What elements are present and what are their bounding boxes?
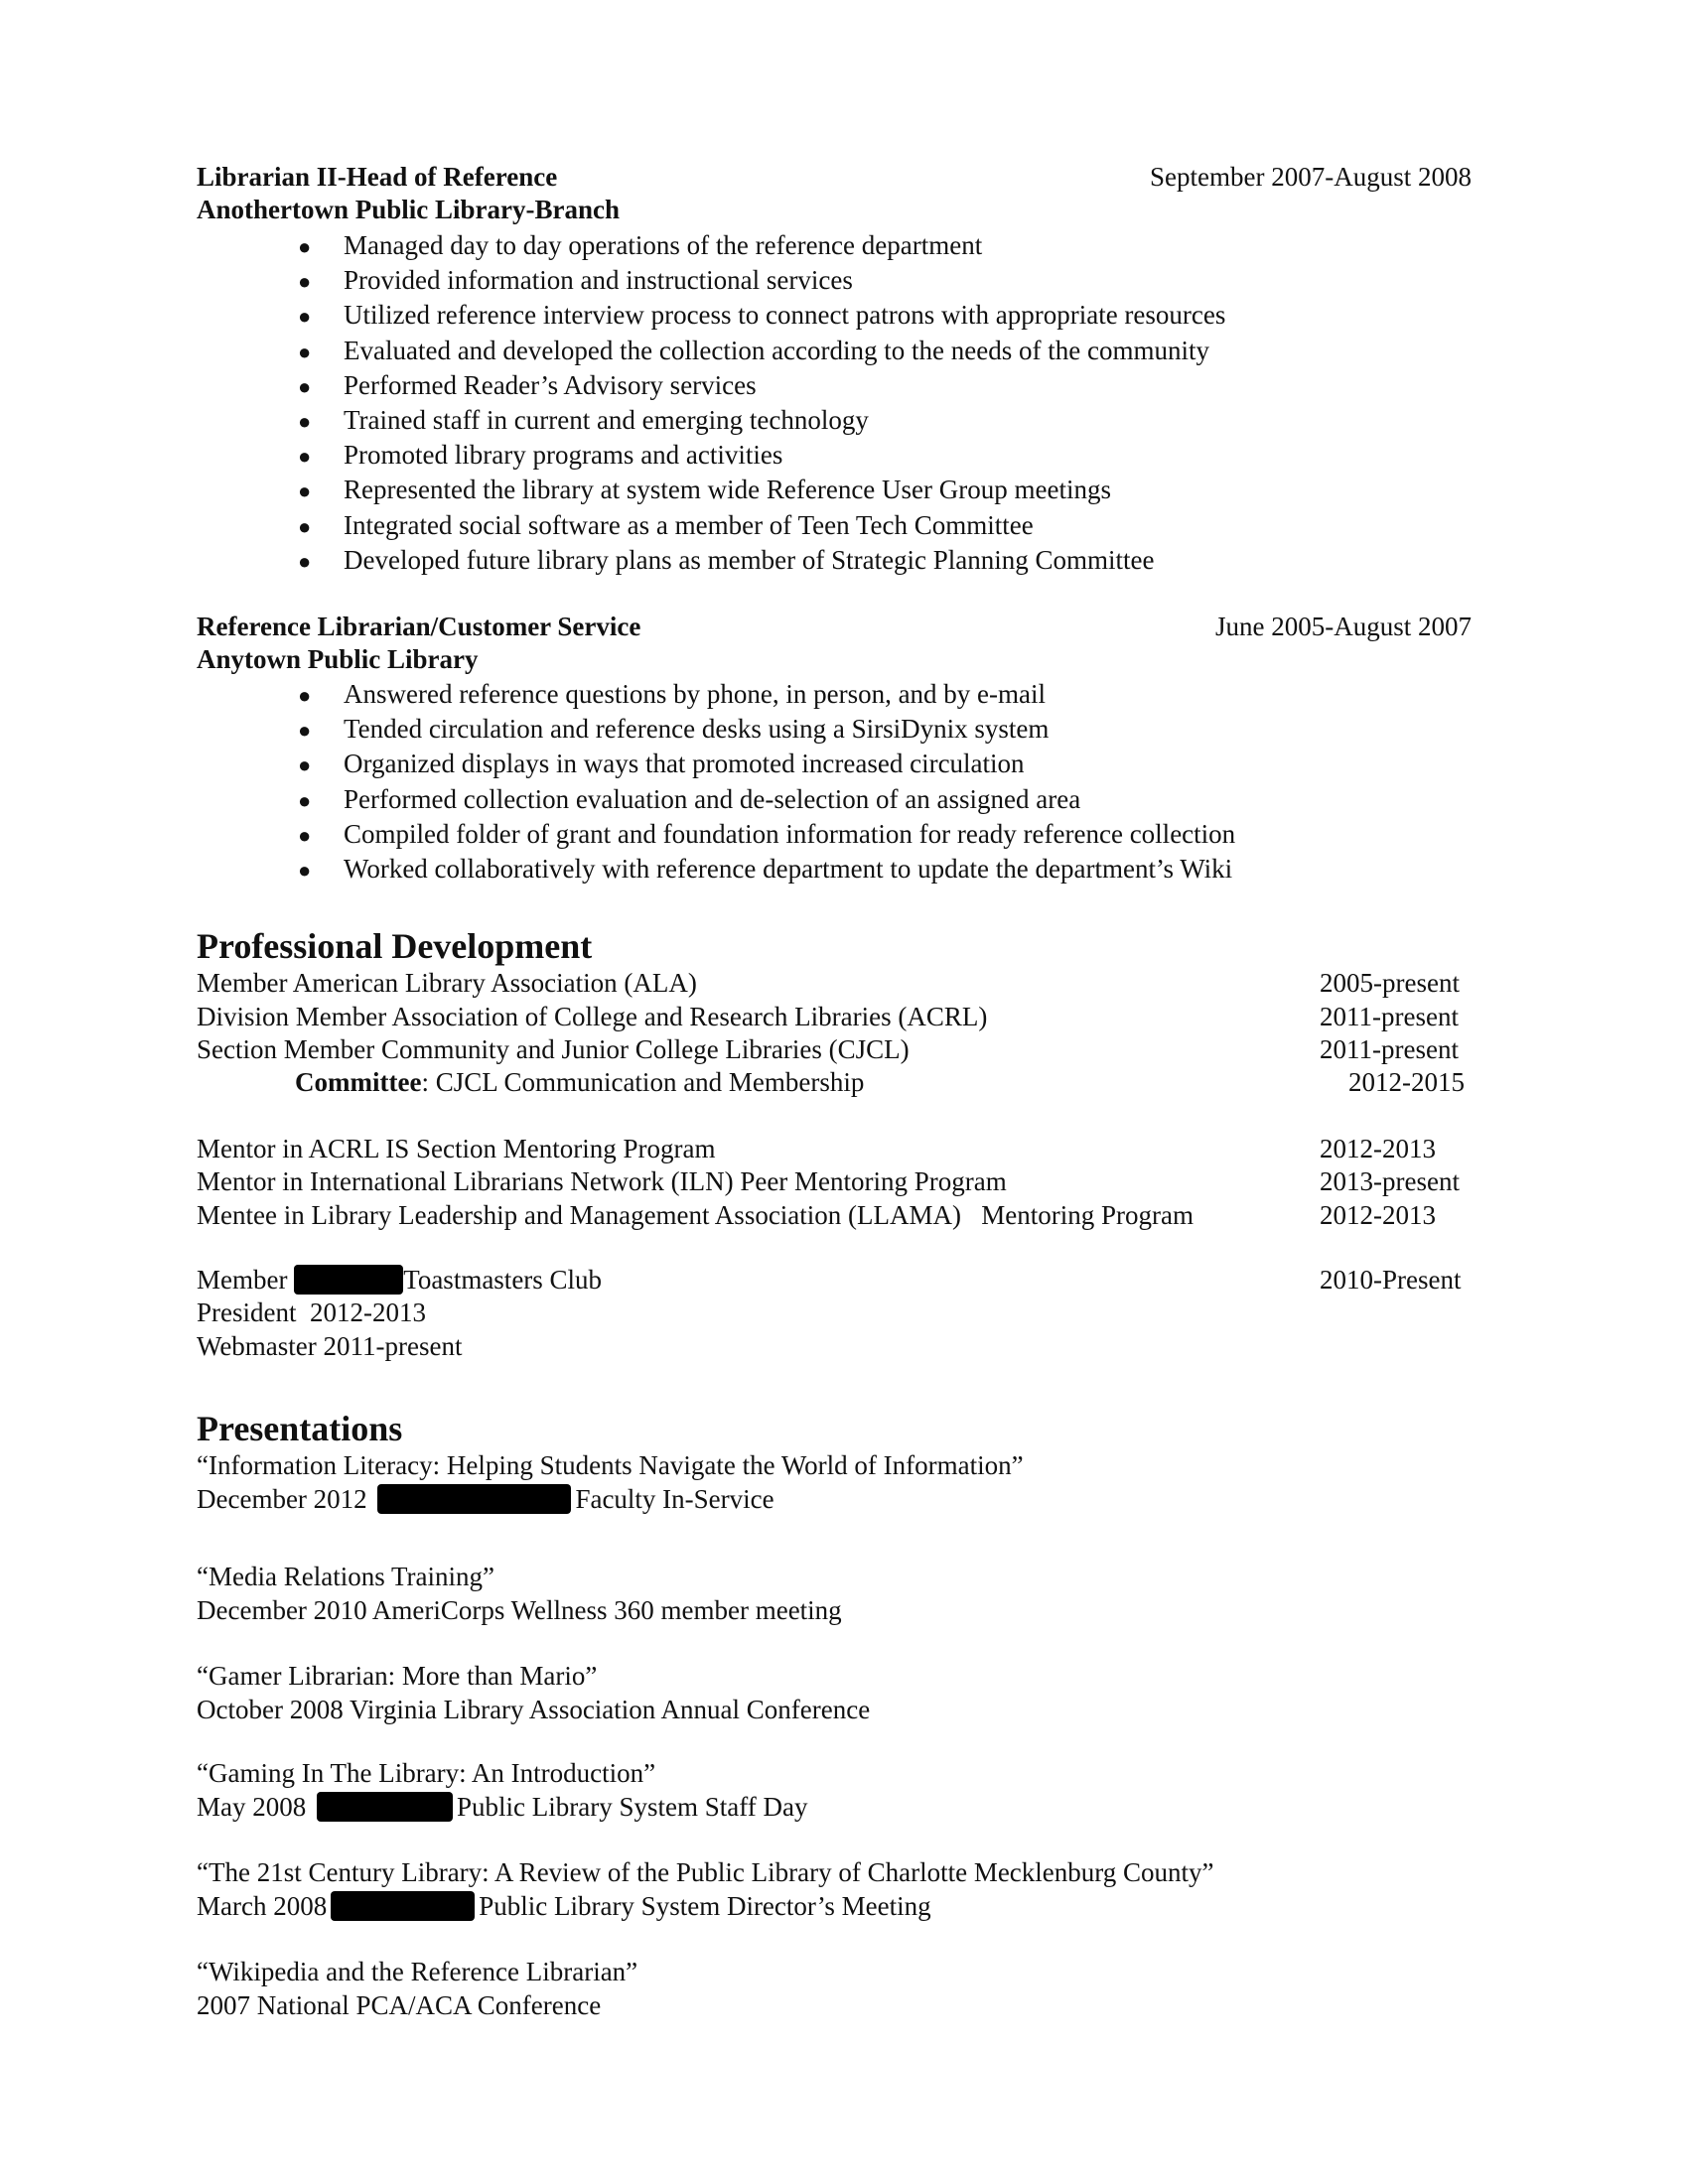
venue-text: October 2008 Virginia Library Association Annual Conference xyxy=(197,1695,871,1724)
venue-text: December 2010 AmeriCorps Wellness 360 member meeting xyxy=(197,1595,842,1625)
membership-dates: 2011-present xyxy=(1320,1002,1459,1031)
presentation-venue xyxy=(197,1790,807,1824)
bullet-item xyxy=(298,543,1155,577)
bullet-text: Integrated social software as a member of Teen Tech Committee xyxy=(344,509,1034,540)
bullet-icon: ● xyxy=(298,478,312,504)
bullet-item xyxy=(298,263,853,297)
bullet-icon: ● xyxy=(298,339,312,364)
bullet-item xyxy=(298,677,1046,711)
job-employer: Anothertown Public Library-Branch xyxy=(197,195,621,224)
bullet-item xyxy=(298,334,1209,367)
redaction xyxy=(294,1265,403,1295)
bullet-item xyxy=(298,403,869,437)
bullet-icon: ● xyxy=(298,858,312,883)
bullet-item xyxy=(298,747,1025,780)
bullet-icon: ● xyxy=(298,752,312,778)
mentoring-dates: 2012-2013 xyxy=(1320,1134,1436,1163)
redaction xyxy=(317,1792,453,1822)
bullet-text: Answered reference questions by phone, in person, and by e-mail xyxy=(344,679,1047,709)
presentation-venue xyxy=(197,1593,842,1627)
membership: Member American Library Association (ALA) xyxy=(197,968,697,998)
bullet-text: Developed future library plans as member of Strategic Planning Committee xyxy=(344,544,1155,575)
bullet-icon: ● xyxy=(298,718,312,744)
bullet-item xyxy=(298,228,982,262)
committee-dates: 2012-2015 xyxy=(1348,1067,1465,1097)
bullet-item xyxy=(298,782,1080,816)
bullet-item xyxy=(298,298,1225,332)
venue-text: Public Library System Director’s Meeting xyxy=(479,1891,931,1921)
bullet-item xyxy=(298,712,1049,746)
section-heading: Presentations xyxy=(197,1409,403,1448)
bullet-icon: ● xyxy=(298,822,312,848)
bullet-icon: ● xyxy=(298,444,312,470)
redaction xyxy=(331,1891,475,1921)
venue-text: March 2008 xyxy=(197,1891,328,1921)
bullet-icon: ● xyxy=(298,234,312,259)
bullet-item xyxy=(298,508,1034,542)
bullet-text: Promoted library programs and activities xyxy=(344,440,783,471)
toastmasters-prefix: Member xyxy=(197,1265,295,1295)
bullet-icon: ● xyxy=(298,269,312,295)
toastmasters xyxy=(197,1263,602,1297)
bullet-text: Tended circulation and reference desks using a SirsiDynix system xyxy=(344,714,1050,745)
bullet-text: Trained staff in current and emerging technology xyxy=(344,405,869,435)
bullet-item xyxy=(298,438,782,472)
mentoring: Mentor in International Librarians Network (ILN) Peer Mentoring Program xyxy=(197,1166,1007,1196)
committee xyxy=(295,1065,864,1099)
bullet-icon: ● xyxy=(298,513,312,539)
venue-text: Faculty In-Service xyxy=(575,1484,774,1514)
venue-text: May 2008 xyxy=(197,1792,313,1822)
presentation-venue xyxy=(197,1693,870,1726)
bullet-text: Provided information and instructional services xyxy=(344,265,853,296)
bullet-text: Organized displays in ways that promoted increased circulation xyxy=(344,749,1025,779)
bullet-item xyxy=(298,852,1232,886)
presentation-title: “The 21st Century Library: A Review of the Public Library of Charlotte Mecklenburg County” xyxy=(197,1857,1214,1887)
bullet-text: Performed collection evaluation and de-selection of an assigned area xyxy=(344,783,1081,814)
membership-dates: 2005-present xyxy=(1320,968,1460,998)
presentation-title: “Information Literacy: Helping Students Navigate the World of Information” xyxy=(197,1450,1024,1480)
bullet-text: Performed Reader’s Advisory services xyxy=(344,369,757,400)
bullet-icon: ● xyxy=(298,683,312,708)
job-employer: Anytown Public Library xyxy=(197,644,479,674)
bullet-item xyxy=(298,473,1111,506)
toastmasters-dates: 2010-Present xyxy=(1320,1265,1462,1295)
section-heading: Professional Development xyxy=(197,926,593,966)
venue-text: Public Library System Staff Day xyxy=(457,1792,808,1822)
venue-text: 2007 National PCA/ACA Conference xyxy=(197,1990,602,2020)
job-title: Reference Librarian/Customer Service xyxy=(197,612,641,641)
bullet-icon: ● xyxy=(298,787,312,813)
toastmasters-role: President 2012-2013 xyxy=(197,1297,426,1327)
toastmasters-role: Webmaster 2011-present xyxy=(197,1331,463,1361)
bullet-text: Evaluated and developed the collection according to the needs of the community xyxy=(344,335,1209,365)
presentation-venue xyxy=(197,1482,774,1516)
presentation-title: “Gaming In The Library: An Introduction” xyxy=(197,1758,656,1788)
bullet-text: Worked collaboratively with reference department to update the department’s Wiki xyxy=(344,854,1233,884)
bullet-icon: ● xyxy=(298,373,312,399)
redaction xyxy=(377,1484,571,1514)
bullet-item xyxy=(298,817,1235,851)
venue-text: December 2012 xyxy=(197,1484,374,1514)
presentation-title: “Media Relations Training” xyxy=(197,1562,494,1591)
bullet-text: Utilized reference interview process to connect patrons with appropriate resources xyxy=(344,300,1226,331)
mentoring-dates: 2013-present xyxy=(1320,1166,1460,1196)
presentation-venue xyxy=(197,1988,601,2022)
presentation-title: “Wikipedia and the Reference Librarian” xyxy=(197,1957,638,1986)
committee-text: : CJCL Communication and Membership xyxy=(421,1067,865,1097)
mentoring: Mentee in Library Leadership and Management Association (LLAMA) Mentoring Program xyxy=(197,1200,1194,1230)
committee-label: Committee xyxy=(295,1067,422,1097)
bullet-icon: ● xyxy=(298,548,312,574)
bullet-text: Represented the library at system wide Reference User Group meetings xyxy=(344,475,1111,505)
presentation-venue xyxy=(197,1889,931,1923)
bullet-text: Compiled folder of grant and foundation information for ready reference collection xyxy=(344,818,1236,849)
job-title: Librarian II-Head of Reference xyxy=(197,162,558,192)
toastmasters-suffix: Toastmasters Club xyxy=(403,1265,603,1295)
membership-dates: 2011-present xyxy=(1320,1034,1459,1064)
bullet-text: Managed day to day operations of the reference department xyxy=(344,230,983,260)
membership: Section Member Community and Junior College Libraries (CJCL) xyxy=(197,1034,910,1064)
mentoring-dates: 2012-2013 xyxy=(1320,1200,1436,1230)
membership: Division Member Association of College and Research Libraries (ACRL) xyxy=(197,1002,988,1031)
mentoring: Mentor in ACRL IS Section Mentoring Program xyxy=(197,1134,716,1163)
job-dates: September 2007-August 2008 xyxy=(1150,162,1472,192)
bullet-icon: ● xyxy=(298,409,312,434)
presentation-title: “Gamer Librarian: More than Mario” xyxy=(197,1661,598,1691)
bullet-item xyxy=(298,368,757,402)
job-dates: June 2005-August 2007 xyxy=(1215,612,1472,641)
bullet-icon: ● xyxy=(298,304,312,330)
